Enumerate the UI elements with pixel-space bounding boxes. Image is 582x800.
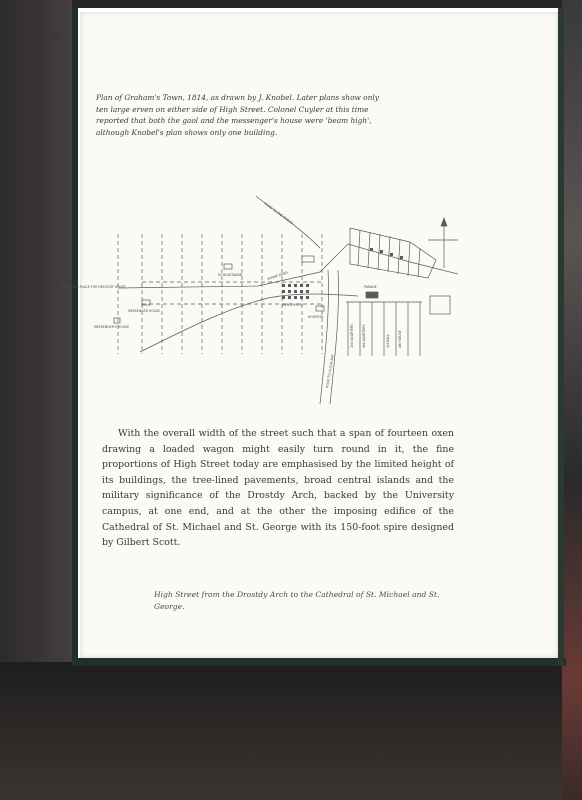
label-column-4: 4th HOUSE [398,330,402,348]
label-road-north: ROAD TO THE KAROO [263,201,294,226]
label-lot-1: Mr BOATSWAIN [218,273,243,277]
diagonal-road [140,294,358,352]
book-cover-right [558,8,564,666]
lower-right-columns [346,302,422,356]
label-messenger-house: MESSENGER'S HOUSE [94,325,130,329]
scan-background-bottom [0,662,582,800]
street-grid [118,234,322,354]
label-column-2: 3rd QUARTERS [362,324,366,348]
book-cover-bottom [72,658,566,666]
body-paragraph: With the overall width of the street such that a span of fourteen oxen drawing a loaded wagon might easily turn round in it, the fine proportions of High Street today are emphasised by the limited height of its buildings, the tree-lined pavements, broad central islands and the military significance of the Drostdy Arch, backed by the University campus, at one end, and at the other the imposing edifice of the Cathedral of St. Michael and St. George with its 150-foot spire designed by Gilbert Scott. [102,428,454,549]
label-parade: PARADE [364,285,377,289]
label-hospital: HOSPITAL [308,315,324,319]
scan-background-top [72,0,582,8]
photo-caption: High Street from the Drostdy Arch to the Cathedral of St. Michael and St. George. [154,590,440,611]
label-column-1: 2nd QUARTERS [350,323,354,348]
scan-background-right [562,0,582,800]
map-caption: Plan of Graham's Town, 1814, as drawn by J. Knobel. Later plans show only ten large erven on either side of High Street. Colonel Cuyler at this time reported that both the gaol and the messenger's house were 'beam high', although Knobel's plan shows only one building. [96,93,379,137]
barracks-huts [282,248,403,299]
page-number: 18 [46,28,62,42]
compass-icon [428,218,458,268]
label-intended-drostdy: INTENDED PLACE FOR DROSTDY HOUSE [62,285,126,289]
label-column-3: 1st HALL [386,333,390,348]
label-lot-2: MESSENGER HOUSE [128,309,161,313]
label-road-south: ROAD TO ALGOA BAY [325,354,335,389]
label-barracks: MEN'S HUTS [282,303,302,307]
high-street [118,244,458,288]
label-stream: KOWIE RIVER [267,270,289,281]
town-plan-map [58,168,458,404]
